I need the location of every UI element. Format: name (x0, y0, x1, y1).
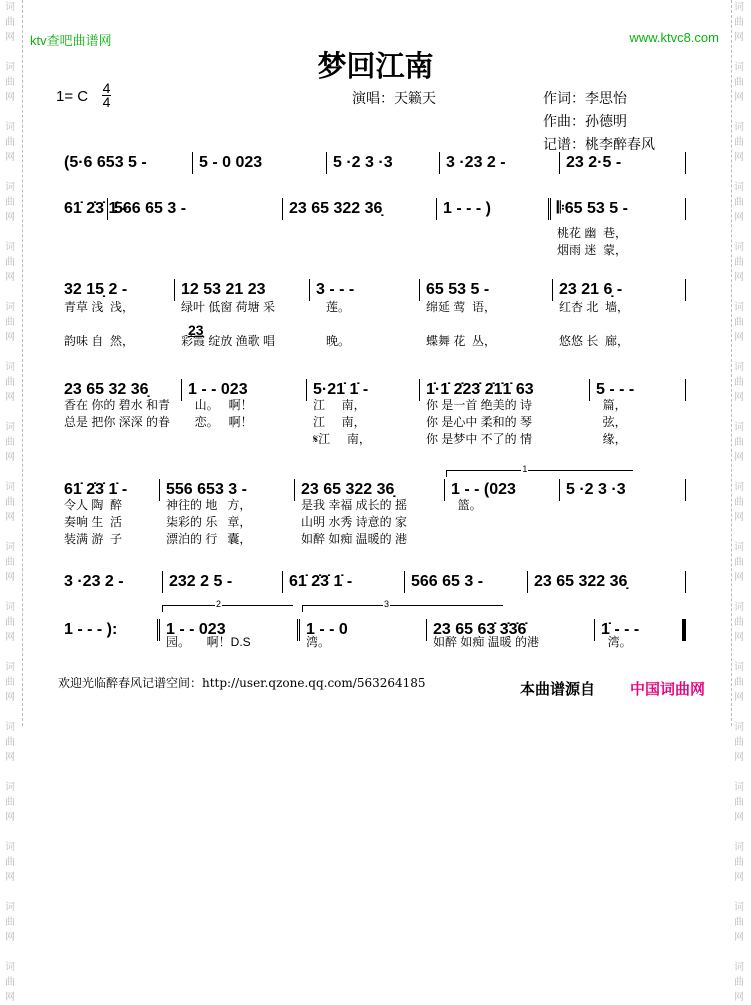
measure: 1̇ - - - (595, 619, 686, 641)
lyric-segment (182, 431, 307, 448)
source-label: 本曲谱源自 (520, 681, 596, 698)
lyric-line (58, 333, 686, 350)
lyric-segment (283, 225, 437, 242)
lyric-segment (437, 242, 551, 259)
lyric-segment: 绵延 莺 语， (426, 300, 497, 314)
transcriber: 记谱：桃李醉春风 (543, 137, 655, 153)
lyric-line (58, 242, 686, 259)
lyric-segment (560, 514, 686, 531)
lyric-segment: 桃花 幽 巷， (557, 226, 628, 240)
alternate-note: 23 (188, 322, 204, 338)
lyric-segment: 湾。 (306, 635, 331, 649)
lyric-line (58, 397, 686, 414)
lyric-line (58, 497, 686, 514)
volta-2-label: 2 (216, 599, 222, 609)
measure: 3 ·23 2 - (58, 571, 163, 593)
key-signature: 1= C (56, 88, 89, 105)
measure: 23 65 322 36̣ (295, 479, 445, 501)
time-bottom: 4 (102, 94, 111, 110)
measure: 23 65 322 36̣ (283, 198, 437, 220)
lyric-segment: 装满 游 子 (64, 532, 123, 546)
measure: 3 - - - (310, 279, 420, 301)
footer-text: 欢迎光临醉春风记谱空间：http://user.qzone.qq.com/563264185 (58, 676, 426, 690)
measure: 556 653 3 - (160, 479, 295, 501)
lyric-line (58, 634, 686, 651)
lyric-segment: 恋。 啊！ (188, 415, 253, 429)
lyric-line (58, 431, 686, 448)
lyric-segment (445, 514, 560, 531)
measure: 5 ·2 3 ·3 (560, 479, 686, 501)
lyric-segment: 奏响 生 活 (64, 515, 123, 529)
lyric-segment: 烟雨 迷 蒙， (557, 243, 628, 257)
measure: 1 - - (023 (445, 479, 560, 501)
lyric-segment: 弦， (596, 415, 627, 429)
margin-line-left (22, 0, 23, 726)
lyric-segment (58, 431, 182, 448)
lyric-segment: 绿叶 低窗 荷塘 采 (181, 300, 276, 314)
lyric-segment: 如醉 如痴 温暖的 港 (301, 532, 408, 546)
singer: 演唱：天籁天 (352, 91, 436, 107)
lyric-segment: 悠悠 长 廊， (559, 334, 630, 348)
lyric-segment: 江 南， (313, 415, 366, 429)
measure: 1 - - 023 (160, 619, 300, 641)
measure: 23 2·5 - (560, 152, 686, 174)
measure: 1 - - 023 (182, 379, 307, 401)
lyric-segment: 香在 你的 碧水 和青 (64, 398, 171, 412)
lyric-segment (560, 531, 686, 548)
lyric-segment: 令人 陶 醉 (64, 498, 123, 512)
watermark-left: 词 曲 网 词 曲 网 词 曲 网 词 曲 网 词 曲 网 词 曲 网 词 曲 网 词 曲 网 词 曲 网 词 曲 网 词 曲 网 词 曲 网 词 曲 网 词 曲 网 词 曲 网 词 曲 网 词 曲 网 (5, 2, 15, 1003)
lyric-segment: 湾。 (601, 635, 632, 649)
lyricist: 作词：李思怡 (543, 91, 627, 107)
lyric-segment: 园。 啊！D.S (166, 635, 251, 649)
song-title: 梦回江南 (317, 49, 434, 83)
measure: 5 - 0 023 (193, 152, 327, 174)
lyric-segment: 山明 水秀 诗意的 家 (301, 515, 408, 529)
measure: 61̇ 2̇3̇ 1̇ - (58, 479, 160, 501)
lyric-segment: 韵味 自 然， (64, 334, 135, 348)
lyric-segment (58, 242, 108, 259)
lyric-segment: 是我 幸福 成长的 摇 (301, 498, 408, 512)
lyric-line (58, 514, 686, 531)
lyric-segment: 莲。 (316, 300, 351, 314)
measure: 12 53 21 23 (175, 279, 310, 301)
notation-row (58, 198, 686, 220)
measure: 5 ·2 3 ·3 (327, 152, 440, 174)
lyric-segment: 江 南， (313, 398, 366, 412)
lyric-segment: 柒彩的 乐 章， (166, 515, 252, 529)
time-signature (102, 82, 111, 109)
lyric-segment: 红杏 北 墙， (559, 300, 630, 314)
measure: 566 65 3 - (108, 198, 283, 220)
measure: 1̇·1̇ 2̇23̇ 2̇1̇1̇ 63 (420, 379, 590, 401)
lyric-segment: 缘， (596, 432, 627, 446)
lyric-segment: 漂泊的 行 囊， (166, 532, 252, 546)
source-site[interactable]: 中国词曲网 (630, 681, 706, 698)
lyric-line (58, 299, 686, 316)
lyric-segment: 篇， (596, 398, 627, 412)
measure: 32 15̣ 2 - (58, 279, 175, 301)
lyric-segment: 你 是心中 柔和的 琴 (426, 415, 533, 429)
lyric-segment (58, 225, 108, 242)
measure: 65 53 5 - (420, 279, 553, 301)
measure: 232 2 5 - (163, 571, 283, 593)
lyric-segment: 山。 啊！ (188, 398, 253, 412)
lyric-segment (108, 242, 283, 259)
lyric-segment: 𝄋江 南， (313, 432, 371, 446)
lyric-segment (58, 634, 160, 651)
measure: 61̇ 2̇3̇ 1̇ - (58, 198, 108, 220)
site-name-left[interactable]: ktv查吧曲谱网 (30, 33, 112, 48)
measure: 𝄆65 53 5 - (551, 198, 686, 220)
lyric-line (58, 531, 686, 548)
measure: (5·6 653 5 - (58, 152, 193, 174)
measure: 1 - - - ) (437, 198, 551, 220)
notation-row (58, 279, 686, 301)
volta-1-label: 1 (522, 464, 528, 474)
composer: 作曲：孙德明 (543, 114, 627, 130)
lyric-segment (108, 225, 283, 242)
measure: 61̇ 2̇3̇ 1̇ - (283, 571, 405, 593)
measure: 1 - - 0 (300, 619, 427, 641)
measure: 23 65 32 36̣ (58, 379, 182, 401)
measure: 566 65 3 - (405, 571, 528, 593)
lyric-segment: 总是 把你 深深 的眷 (64, 415, 171, 429)
site-url-right[interactable]: www.ktvc8.com (629, 30, 719, 45)
lyric-segment: 如醉 如痴 温暖 的港 (433, 635, 540, 649)
measure: 23 21 6̣ - (553, 279, 686, 301)
lyric-segment (283, 242, 437, 259)
measure: 3 ·23 2 - (440, 152, 560, 174)
lyric-segment: 篮。 (451, 498, 482, 512)
lyric-segment (445, 531, 560, 548)
volta-2 (162, 599, 293, 612)
watermark-right: 词 曲 网 词 曲 网 词 曲 网 词 曲 网 词 曲 网 词 曲 网 词 曲 网 词 曲 网 词 曲 网 词 曲 网 词 曲 网 词 曲 网 词 曲 网 词 曲 网 词 曲 网 词 曲 网 词 曲 网 (734, 2, 744, 1003)
lyric-line (58, 225, 686, 242)
lyric-segment: 你 是梦中 不了的 情 (426, 432, 533, 446)
volta-3-label: 3 (384, 599, 390, 609)
volta-1 (446, 464, 633, 477)
lyric-segment: 神往的 地 方， (166, 498, 252, 512)
measure: 23 65 322 36̣ (528, 571, 686, 593)
measure: 1 - - - ): (58, 619, 160, 641)
lyric-segment: 青草 浅 浅， (64, 300, 135, 314)
lyric-segment (437, 225, 551, 242)
measure: 5·21̇ 1̇ - (307, 379, 420, 401)
measure: 23 65 63̇ 3̇3̇6̇ (427, 619, 595, 641)
notation-row (58, 152, 686, 174)
time-top: 4 (102, 80, 111, 96)
lyric-segment: 你 是一首 绝美的 诗 (426, 398, 533, 412)
measure: 5 - - - (590, 379, 686, 401)
lyric-segment: 彩霞 绽放 渔歌 唱 (181, 334, 276, 348)
lyric-segment: 晚。 (316, 334, 351, 348)
lyric-line (58, 414, 686, 431)
volta-3 (302, 599, 503, 612)
notation-row (58, 571, 686, 593)
lyric-segment: 蝶舞 花 丛， (426, 334, 497, 348)
lyric-segment (560, 497, 686, 514)
